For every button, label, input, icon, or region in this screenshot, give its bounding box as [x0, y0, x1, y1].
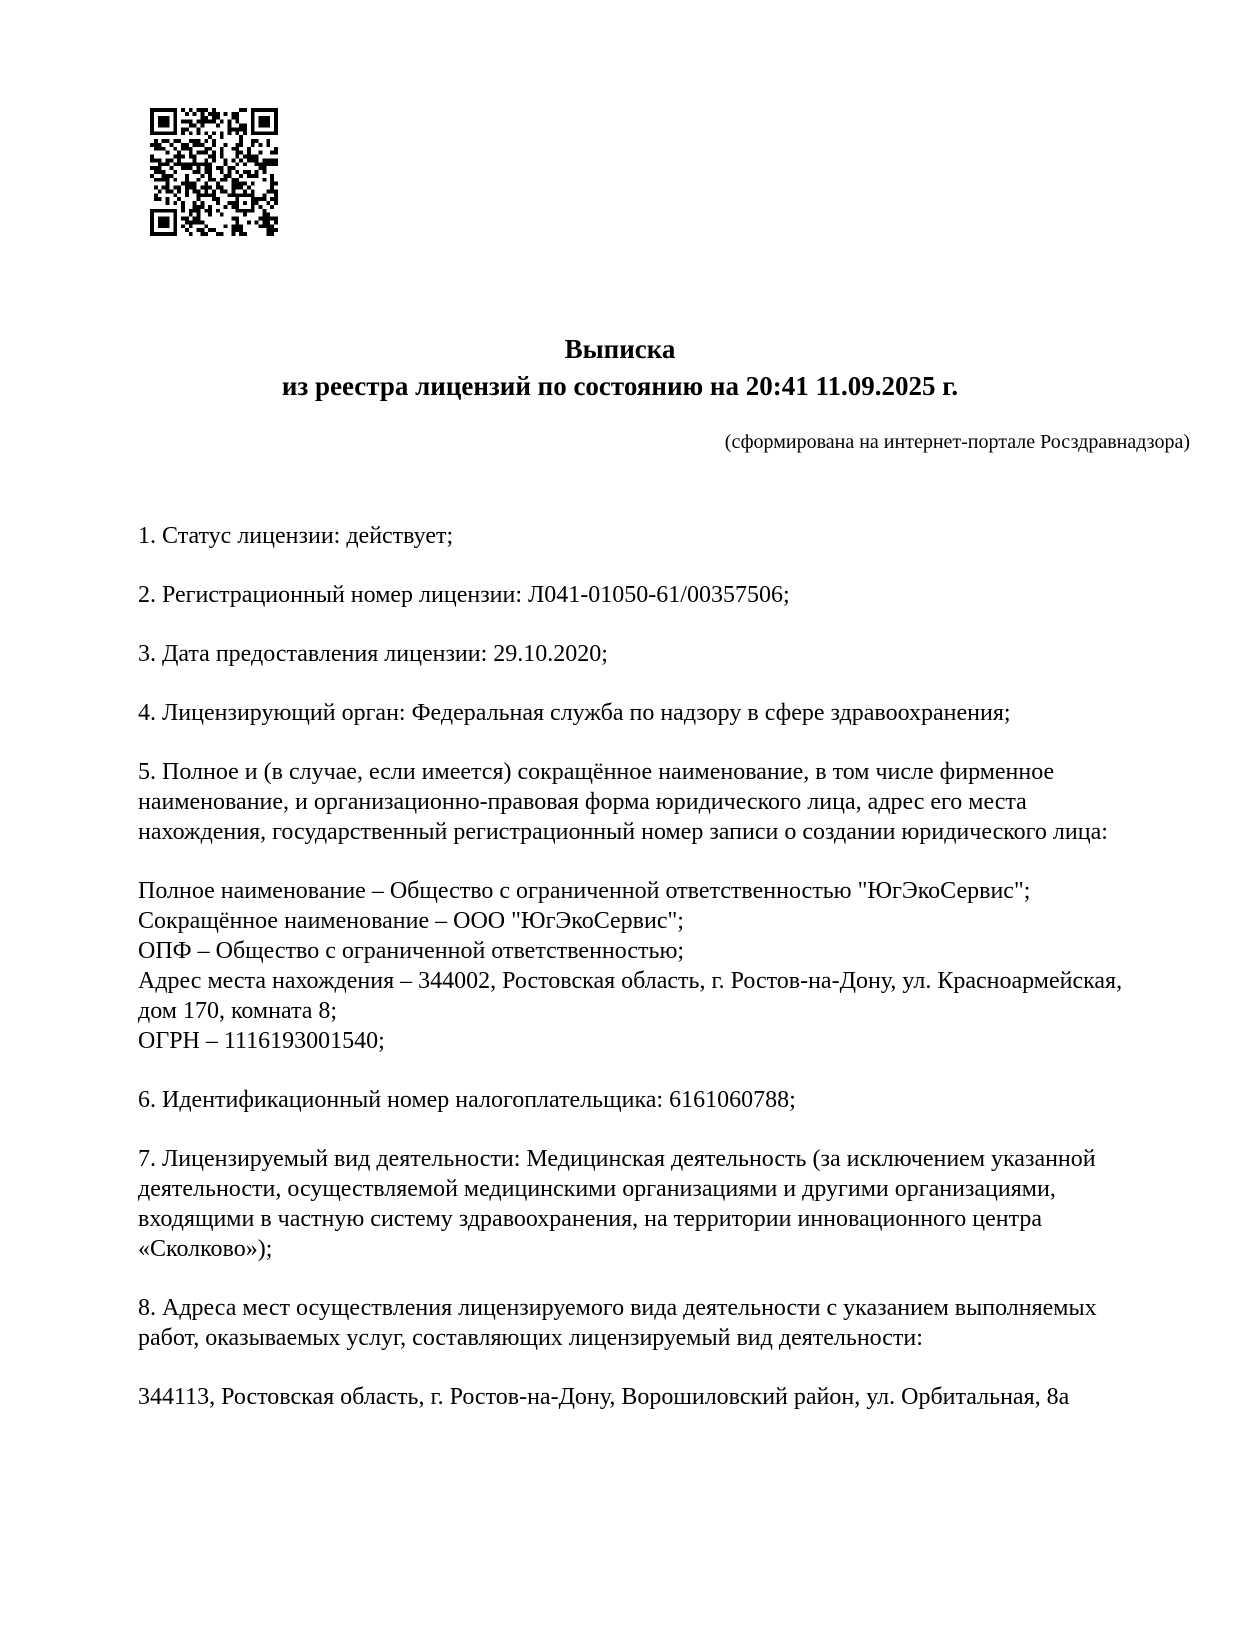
- paragraph-line: 7. Лицензируемый вид деятельности: Медицинская деятельность (за исключением указанной: [138, 1146, 1096, 1172]
- paragraph-line: 344113, Ростовская область, г. Ростов-на-Дону, Ворошиловский район, ул. Орбитальная, 8а: [138, 1384, 1070, 1410]
- paragraph-line: 5. Полное и (в случае, если имеется) сокращённое наименование, в том числе фирменное: [138, 759, 1055, 785]
- paragraph-line: «Сколково»);: [138, 1236, 273, 1262]
- document-title-line2: из реестра лицензий по состоянию на 20:41 11.09.2025 г.: [281, 371, 959, 401]
- generated-note: (сформирована на интернет-портале Росздравнадзора): [724, 431, 1190, 453]
- document-title: [0, 331, 1240, 405]
- document-paragraph: [138, 1382, 1208, 1412]
- paragraph-line: ОГРН – 1116193001540;: [138, 1028, 385, 1054]
- document-paragraph: [138, 1293, 1208, 1353]
- paragraph-line: входящими в частную систему здравоохранения, на территории инновационного центра: [138, 1206, 1043, 1232]
- document-title-line1: Выписка: [564, 334, 676, 364]
- paragraph-line: наименование, и организационно-правовая форма юридического лица, адрес его места: [138, 789, 1027, 815]
- paragraph-line: 8. Адреса мест осуществления лицензируемого вида деятельности с указанием выполняемых: [138, 1295, 1097, 1321]
- paragraph-line: 3. Дата предоставления лицензии: 29.10.2020;: [138, 641, 608, 667]
- paragraph-line: 2. Регистрационный номер лицензии: Л041-01050-61/00357506;: [138, 582, 790, 608]
- qr-code-canvas: [150, 108, 278, 236]
- document-paragraph: [138, 1085, 1208, 1115]
- document-paragraph: [138, 639, 1208, 669]
- document-body: [138, 521, 1208, 1441]
- document-paragraph: [138, 757, 1208, 847]
- qr-code: [150, 108, 278, 236]
- paragraph-line: 6. Идентификационный номер налогоплательщика: 6161060788;: [138, 1087, 796, 1113]
- paragraph-line: деятельности, осуществляемой медицинскими организациями и другими организациями,: [138, 1176, 1056, 1202]
- paragraph-line: нахождения, государственный регистрационный номер записи о создании юридического лица:: [138, 819, 1108, 845]
- document-paragraph: [138, 698, 1208, 728]
- document-paragraph: [138, 521, 1208, 551]
- paragraph-line: дом 170, комната 8;: [138, 998, 338, 1024]
- paragraph-line: ОПФ – Общество с ограниченной ответственностью;: [138, 938, 685, 964]
- document-paragraph: [138, 876, 1208, 1056]
- paragraph-line: работ, оказываемых услуг, составляющих лицензируемый вид деятельности:: [138, 1325, 923, 1351]
- paragraph-line: Сокращённое наименование – ООО "ЮгЭкоСервис";: [138, 908, 684, 934]
- paragraph-line: 4. Лицензирующий орган: Федеральная служба по надзору в сфере здравоохранения;: [138, 700, 1011, 726]
- paragraph-line: Адрес места нахождения – 344002, Ростовская область, г. Ростов-на-Дону, ул. Красноармейская,: [138, 968, 1123, 994]
- paragraph-line: Полное наименование – Общество с ограниченной ответственностью "ЮгЭкоСервис";: [138, 878, 1031, 904]
- document-paragraph: [138, 580, 1208, 610]
- document-paragraph: [138, 1144, 1208, 1264]
- paragraph-line: 1. Статус лицензии: действует;: [138, 523, 454, 549]
